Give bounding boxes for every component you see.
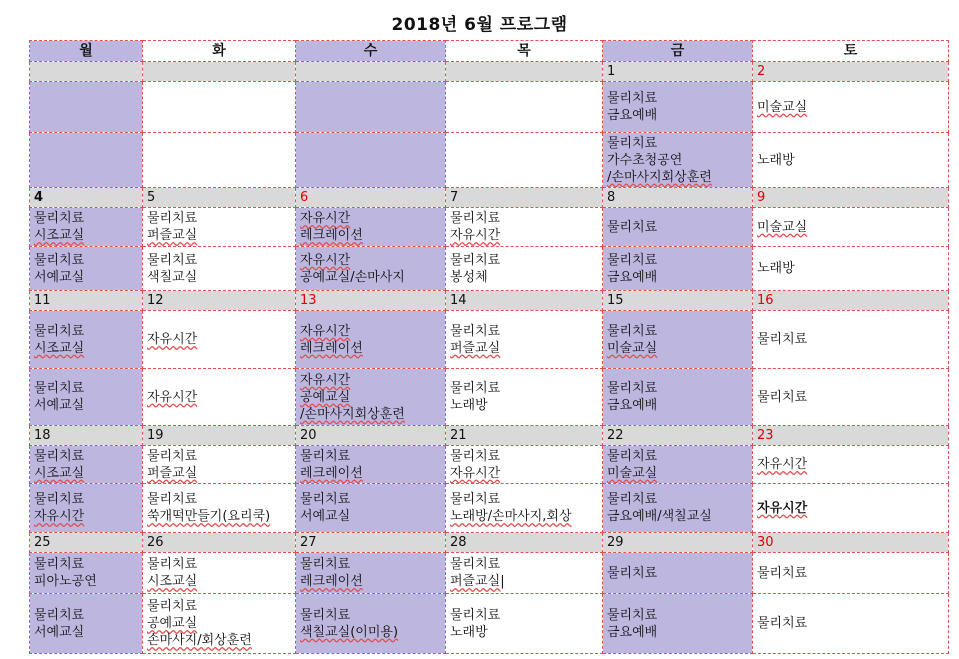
program-line: 서예교실 [34, 269, 85, 285]
date-number: 28 [450, 535, 467, 550]
program-line: 쑥개떡만들기(요리쿡) [147, 509, 271, 524]
date-number: 4 [34, 190, 44, 205]
program-cell [143, 82, 296, 133]
program-cell [143, 247, 296, 291]
program-line: 금요예배 [607, 398, 658, 413]
program-cell [753, 369, 949, 426]
program-line: 서예교실 [34, 398, 85, 413]
date-cell [296, 188, 446, 208]
schedule-table [29, 40, 949, 654]
day-header: 목 [446, 41, 603, 62]
program-line: 퍼즐교실 [147, 465, 198, 481]
program-line: 자유시간 [300, 372, 351, 388]
program-line: 자유시간 [300, 211, 351, 226]
program-line: 자유시간 [147, 332, 198, 347]
program-cell [603, 553, 753, 594]
program-line: 시조교실 [34, 465, 85, 481]
program-line: 시조교실 [34, 340, 85, 356]
program-line: 공예교실 [300, 389, 351, 405]
program-line: 물리치료 [147, 557, 198, 572]
program-cell [143, 594, 296, 654]
program-line: 봉성체 [450, 269, 488, 285]
date-number: 8 [607, 190, 616, 205]
program-line: 노래방 [450, 624, 488, 640]
date-cell [603, 426, 753, 446]
program-line: 물리치료 [450, 607, 501, 623]
program-cell [296, 369, 446, 426]
date-cell [446, 62, 603, 82]
program-line: 금요예배 [607, 269, 658, 285]
day-header: 월 [30, 41, 143, 62]
program-line: 노래방 [450, 398, 488, 413]
program-line: 물리치료 [147, 599, 198, 614]
date-cell [143, 291, 296, 311]
date-number: 22 [607, 428, 624, 443]
program-line: 물리치료 [607, 91, 658, 106]
program-line: 물리치료 [757, 389, 808, 405]
date-number: 29 [607, 535, 624, 550]
program-line: 자유시간 [757, 500, 808, 516]
program-cell [603, 311, 753, 369]
date-cell [446, 188, 603, 208]
program-line: 물리치료 [607, 135, 658, 151]
date-number: 26 [147, 535, 164, 550]
program-line: 공예교실 [147, 616, 198, 631]
program-line: /손마사지회상훈련 [607, 169, 712, 185]
date-number: 30 [757, 535, 774, 550]
program-line: 퍼즐교실| [450, 574, 505, 589]
program-cell [603, 247, 753, 291]
program-line: 물리치료 [34, 323, 85, 339]
program-cell [753, 553, 949, 594]
program-line: 물리치료 [607, 323, 658, 339]
program-line: 퍼즐교실 [147, 228, 198, 243]
program-line: 미술교실 [607, 465, 658, 481]
program-line: 공예교실/손마사지 [300, 269, 405, 285]
program-cell [143, 311, 296, 369]
program-line: 물리치료 [34, 607, 85, 623]
date-number: 18 [34, 428, 51, 443]
program-cell [446, 484, 603, 533]
date-cell [143, 62, 296, 82]
day-header: 화 [143, 41, 296, 62]
program-line: 물리치료 [34, 252, 85, 268]
program-cell [30, 446, 143, 484]
program-cell [30, 553, 143, 594]
program-line: 물리치료 [607, 607, 658, 623]
date-number: 25 [34, 535, 51, 550]
page-title: 2018년 6월 프로그램 [391, 15, 568, 35]
program-cell [296, 133, 446, 188]
program-cell [296, 82, 446, 133]
program-line: 물리치료 [757, 616, 808, 631]
program-line: 물리치료 [34, 211, 85, 226]
date-cell [30, 533, 143, 553]
program-cell [446, 369, 603, 426]
program-cell [753, 311, 949, 369]
program-cell [753, 82, 949, 133]
date-number: 23 [757, 428, 774, 443]
program-line: 물리치료 [450, 323, 501, 339]
program-cell [143, 553, 296, 594]
program-cell [30, 484, 143, 533]
program-line: 자유시간 [450, 465, 501, 481]
program-cell [603, 369, 753, 426]
program-cell [753, 594, 949, 654]
program-line: 자유시간 [300, 252, 351, 268]
program-cell [446, 553, 603, 594]
program-cell [603, 594, 753, 654]
date-number: 15 [607, 293, 624, 308]
date-cell [753, 62, 949, 82]
program-line: 서예교실 [300, 509, 351, 524]
program-cell [446, 446, 603, 484]
program-line: 물리치료 [34, 381, 85, 396]
date-cell [296, 426, 446, 446]
program-cell [446, 247, 603, 291]
program-line: 미술교실 [757, 99, 808, 115]
program-cell [30, 82, 143, 133]
date-cell [753, 533, 949, 553]
date-cell [603, 62, 753, 82]
date-number: 19 [147, 428, 164, 443]
program-line: 시조교실 [34, 228, 85, 243]
program-cell [753, 208, 949, 247]
date-number: 27 [300, 535, 317, 550]
program-cell [143, 446, 296, 484]
program-cell [296, 446, 446, 484]
date-number: 12 [147, 293, 164, 308]
date-cell [30, 188, 143, 208]
program-line: 시조교실 [147, 574, 198, 589]
program-line: 미술교실 [757, 219, 808, 235]
program-line: 피아노공연 [34, 574, 97, 589]
program-line: 금요예배 [607, 108, 658, 123]
program-cell [30, 208, 143, 247]
program-line: 물리치료 [147, 448, 198, 464]
date-number: 20 [300, 428, 317, 443]
program-line: 물리치료 [300, 557, 351, 572]
program-line: 금요예배 [607, 624, 658, 640]
date-number: 16 [757, 293, 774, 308]
program-line: 서예교실 [34, 624, 85, 640]
date-number: 9 [757, 190, 766, 205]
day-header: 수 [296, 41, 446, 62]
date-number: 5 [147, 190, 156, 205]
program-cell [603, 484, 753, 533]
date-number: 6 [300, 190, 309, 205]
program-line: 물리치료 [147, 211, 198, 226]
date-cell [603, 188, 753, 208]
program-line: 물리치료 [607, 252, 658, 268]
program-line: 물리치료 [450, 492, 501, 507]
program-line: 물리치료 [607, 381, 658, 396]
date-cell [143, 426, 296, 446]
date-cell [296, 533, 446, 553]
date-cell [30, 62, 143, 82]
program-cell [296, 208, 446, 247]
program-line: 가수초청공연 [607, 152, 683, 168]
date-cell [143, 533, 296, 553]
date-number: 21 [450, 428, 467, 443]
program-cell [446, 208, 603, 247]
program-line: 자유시간 [757, 457, 808, 472]
program-cell [296, 553, 446, 594]
program-line: 물리치료 [450, 211, 501, 226]
program-cell [603, 133, 753, 188]
program-line: 레크레이션 [300, 340, 363, 356]
program-line: 자유시간 [300, 323, 351, 339]
program-line: 물리치료 [300, 492, 351, 507]
program-line: 미술교실 [607, 340, 658, 356]
program-line: 물리치료 [450, 381, 501, 396]
date-cell [446, 426, 603, 446]
date-cell [753, 188, 949, 208]
date-cell [296, 62, 446, 82]
program-line: 물리치료 [607, 448, 658, 464]
program-cell [143, 369, 296, 426]
program-line: 물리치료 [607, 219, 658, 235]
program-cell [753, 247, 949, 291]
day-header: 토 [753, 41, 949, 62]
program-cell [446, 311, 603, 369]
program-cell [753, 446, 949, 484]
program-line: 물리치료 [147, 252, 198, 268]
date-number: 2 [757, 64, 766, 79]
program-line: 물리치료 [757, 332, 808, 347]
program-line: 물리치료 [607, 565, 658, 581]
date-number: 13 [300, 293, 317, 308]
program-line: 물리치료 [300, 448, 351, 464]
program-line: 물리치료 [757, 565, 808, 581]
program-cell [143, 133, 296, 188]
program-line: 물리치료 [34, 492, 85, 507]
program-cell [30, 311, 143, 369]
date-cell [446, 533, 603, 553]
program-line: 금요예배/색칠교실 [607, 509, 712, 524]
program-line: 레크레이션 [300, 574, 363, 589]
date-number: 11 [34, 293, 51, 308]
program-cell [753, 133, 949, 188]
program-cell [603, 208, 753, 247]
date-cell [143, 188, 296, 208]
program-line: /손마사지회상훈련 [300, 406, 405, 422]
program-cell [143, 484, 296, 533]
program-cell [446, 82, 603, 133]
program-line: 퍼즐교실 [450, 340, 501, 356]
program-cell [296, 594, 446, 654]
date-number: 7 [450, 190, 459, 205]
program-cell [603, 446, 753, 484]
program-cell [296, 311, 446, 369]
program-cell [296, 484, 446, 533]
program-cell [603, 82, 753, 133]
program-line: 물리치료 [34, 557, 85, 572]
program-cell [446, 594, 603, 654]
program-line: 물리치료 [450, 557, 501, 572]
date-cell [30, 291, 143, 311]
date-number: 1 [607, 64, 616, 79]
program-line: 물리치료 [300, 607, 351, 623]
program-line: 물리치료 [450, 448, 501, 464]
date-cell [30, 426, 143, 446]
program-line: 노래방 [757, 261, 795, 276]
program-cell [30, 247, 143, 291]
date-cell [296, 291, 446, 311]
program-line: 자유시간 [147, 389, 198, 405]
program-cell [446, 133, 603, 188]
date-number: 14 [450, 293, 467, 308]
program-line: 레크레이션 [300, 465, 363, 481]
program-cell [143, 208, 296, 247]
program-cell [753, 484, 949, 533]
program-line: 색칠교실(이미용) [300, 624, 399, 640]
program-cell [30, 369, 143, 426]
program-line: 물리치료 [607, 492, 658, 507]
program-line: 손마사지/회상훈련 [147, 633, 252, 648]
program-line: 물리치료 [147, 492, 198, 507]
program-cell [30, 133, 143, 188]
date-cell [753, 291, 949, 311]
program-line: 자유시간 [34, 509, 85, 524]
program-line: 색칠교실 [147, 269, 198, 285]
date-cell [446, 291, 603, 311]
date-cell [753, 426, 949, 446]
date-cell [603, 533, 753, 553]
program-line: 노래방/손마사지,회상 [450, 509, 572, 524]
program-line: 물리치료 [450, 252, 501, 268]
program-line: 노래방 [757, 152, 795, 168]
program-line: 물리치료 [34, 448, 85, 464]
program-cell [296, 247, 446, 291]
day-header: 금 [603, 41, 753, 62]
program-cell [30, 594, 143, 654]
program-line: 자유시간 [450, 228, 501, 243]
date-cell [603, 291, 753, 311]
program-line: 레크레이션 [300, 228, 363, 243]
